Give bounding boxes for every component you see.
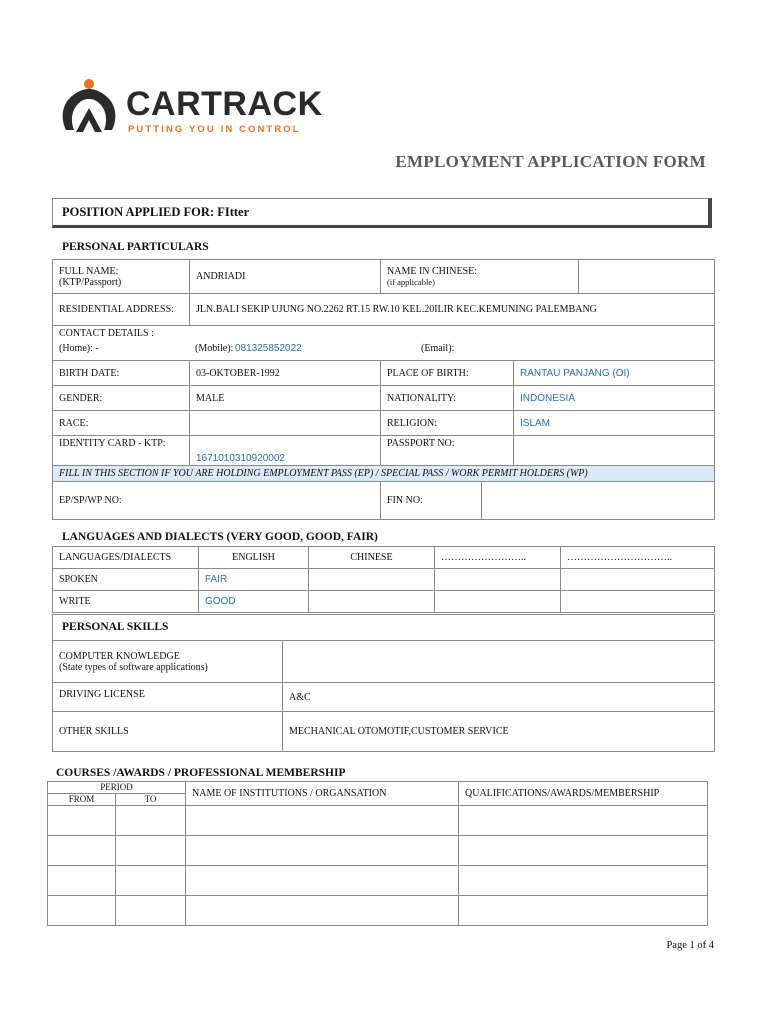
- full-name-value[interactable]: ANDRIADI: [190, 260, 381, 294]
- personal-particulars-table: [52, 259, 715, 467]
- birth-place-label: PLACE OF BIRTH:: [381, 361, 514, 386]
- computer-knowledge-sublabel: (State types of software applications): [59, 661, 208, 673]
- write-label: WRITE: [53, 591, 199, 613]
- table-row: [48, 806, 708, 836]
- email-label: (Email):: [421, 343, 455, 354]
- qualifications-header: QUALIFICATIONS/AWARDS/MEMBERSHIP: [459, 782, 708, 806]
- birth-place-value[interactable]: RANTAU PANJANG (OI): [514, 361, 715, 386]
- write-other-2-value[interactable]: [561, 591, 715, 613]
- section-title-courses: COURSES /AWARDS / PROFESSIONAL MEMBERSHIP: [56, 767, 346, 779]
- religion-value[interactable]: ISLAM: [514, 411, 715, 436]
- computer-knowledge-label: COMPUTER KNOWLEDGE: [59, 650, 180, 662]
- computer-knowledge-value[interactable]: [283, 641, 715, 683]
- ep-number-label: [53, 482, 381, 520]
- gender-value[interactable]: MALE: [190, 386, 381, 411]
- personal-skills-table: [52, 614, 715, 752]
- brand-tagline: PUTTING YOU IN CONTROL: [128, 124, 301, 135]
- nationality-label: NATIONALITY:: [381, 386, 514, 411]
- position-label: POSITION APPLIED FOR:: [62, 205, 215, 219]
- passport-value[interactable]: [514, 436, 715, 467]
- course-to-cell[interactable]: [116, 896, 186, 926]
- driving-license-label: DRIVING LICENSE: [53, 683, 283, 712]
- position-value[interactable]: FItter: [217, 205, 250, 219]
- languages-col-other-1[interactable]: ……………………..: [435, 547, 561, 569]
- institution-header: NAME OF INSTITUTIONS / ORGANSATION: [186, 782, 459, 806]
- write-english-value[interactable]: GOOD: [199, 591, 309, 613]
- position-applied: [62, 205, 249, 220]
- table-row: [48, 896, 708, 926]
- spoken-chinese-value[interactable]: [309, 569, 435, 591]
- course-from-cell[interactable]: [48, 806, 116, 836]
- languages-col-chinese: CHINESE: [309, 547, 435, 569]
- course-qualification-cell[interactable]: [459, 896, 708, 926]
- course-to-cell[interactable]: [116, 836, 186, 866]
- address-value[interactable]: JLN.BALI SEKIP UJUNG NO.2262 RT.15 RW.10 KEL.20ILIR KEC.KEMUNING PALEMBANG: [190, 294, 715, 326]
- cartrack-logo-icon: [58, 78, 120, 136]
- employment-pass-note: FILL IN THIS SECTION IF YOU ARE HOLDING EMPLOYMENT PASS (EP) / SPECIAL PASS / WORK PERMIT HOLDERS (WP): [53, 466, 715, 482]
- fin-number-label: FIN NO:: [381, 482, 482, 520]
- address-label: RESIDENTIAL ADDRESS:: [53, 294, 190, 326]
- mobile-phone-value[interactable]: 081325852022: [235, 343, 302, 354]
- course-from-cell[interactable]: [48, 836, 116, 866]
- course-to-cell[interactable]: [116, 866, 186, 896]
- spoken-label: SPOKEN: [53, 569, 199, 591]
- chinese-name-value[interactable]: [579, 260, 715, 294]
- computer-knowledge-label-cell: [53, 641, 283, 683]
- gender-label: GENDER:: [53, 386, 190, 411]
- chinese-name-label: NAME IN CHINESE:: [387, 265, 477, 277]
- spoken-english-value[interactable]: FAIR: [199, 569, 309, 591]
- chinese-name-sublabel: (if applicable): [387, 276, 435, 287]
- languages-col-other-2[interactable]: …………………………..: [561, 547, 715, 569]
- birth-date-label: BIRTH DATE:: [53, 361, 190, 386]
- id-card-value[interactable]: 1671010310920002: [190, 436, 381, 467]
- full-name-sublabel: (KTP/Passport): [59, 276, 122, 288]
- other-skills-label: OTHER SKILLS: [53, 712, 283, 752]
- religion-label: RELIGION:: [381, 411, 514, 436]
- spoken-other-2-value[interactable]: [561, 569, 715, 591]
- nationality-value[interactable]: INDONESIA: [514, 386, 715, 411]
- race-label: RACE:: [53, 411, 190, 436]
- to-label: TO: [116, 794, 186, 806]
- course-institution-cell[interactable]: [186, 836, 459, 866]
- languages-col-english: ENGLISH: [199, 547, 309, 569]
- other-skills-value[interactable]: MECHANICAL OTOMOTIF,CUSTOMER SERVICE: [283, 712, 715, 752]
- section-title-languages: LANGUAGES AND DIALECTS (VERY GOOD, GOOD, FAIR): [62, 531, 378, 543]
- id-card-label: IDENTITY CARD - KTP:: [53, 436, 190, 467]
- passport-label: PASSPORT NO:: [381, 436, 514, 467]
- languages-table: [52, 546, 715, 613]
- home-phone-label[interactable]: (Home): -: [59, 343, 99, 354]
- write-other-1-value[interactable]: [435, 591, 561, 613]
- contact-details-label: CONTACT DETAILS :: [59, 328, 154, 339]
- course-from-cell[interactable]: [48, 896, 116, 926]
- write-chinese-value[interactable]: [309, 591, 435, 613]
- contact-details-cell: [53, 326, 715, 361]
- course-qualification-cell[interactable]: [459, 806, 708, 836]
- course-qualification-cell[interactable]: [459, 866, 708, 896]
- fin-number-value[interactable]: [482, 482, 715, 520]
- course-institution-cell[interactable]: [186, 896, 459, 926]
- full-name-label: FULL NAME:: [59, 265, 119, 277]
- from-label: FROM: [48, 794, 116, 806]
- courses-table: [47, 781, 708, 926]
- languages-header-label: LANGUAGES/DIALECTS: [53, 547, 199, 569]
- course-institution-cell[interactable]: [186, 866, 459, 896]
- table-row: [48, 866, 708, 896]
- period-label: PERIOD: [48, 782, 186, 794]
- page-number: Page 1 of 4: [666, 940, 714, 951]
- mobile-phone-label: (Mobile):: [195, 343, 234, 354]
- section-title-skills: PERSONAL SKILLS: [53, 615, 715, 641]
- employment-pass-table: [52, 465, 715, 520]
- contact-details-row: [59, 343, 708, 357]
- brand-name: CARTRACK: [126, 85, 323, 123]
- spoken-other-1-value[interactable]: [435, 569, 561, 591]
- race-value[interactable]: [190, 411, 381, 436]
- ep-number-label-text: EP/SP/WP NO:: [59, 495, 122, 506]
- driving-license-value[interactable]: A&C: [283, 683, 715, 712]
- course-qualification-cell[interactable]: [459, 836, 708, 866]
- table-row: [48, 836, 708, 866]
- chinese-name-label-cell: [381, 260, 579, 294]
- form-title: EMPLOYMENT APPLICATION FORM: [395, 152, 706, 171]
- course-to-cell[interactable]: [116, 806, 186, 836]
- full-name-label-cell: [53, 260, 190, 294]
- course-institution-cell[interactable]: [186, 806, 459, 836]
- birth-date-value[interactable]: 03-OKTOBER-1992: [190, 361, 381, 386]
- section-title-personal: PERSONAL PARTICULARS: [62, 241, 209, 253]
- course-from-cell[interactable]: [48, 866, 116, 896]
